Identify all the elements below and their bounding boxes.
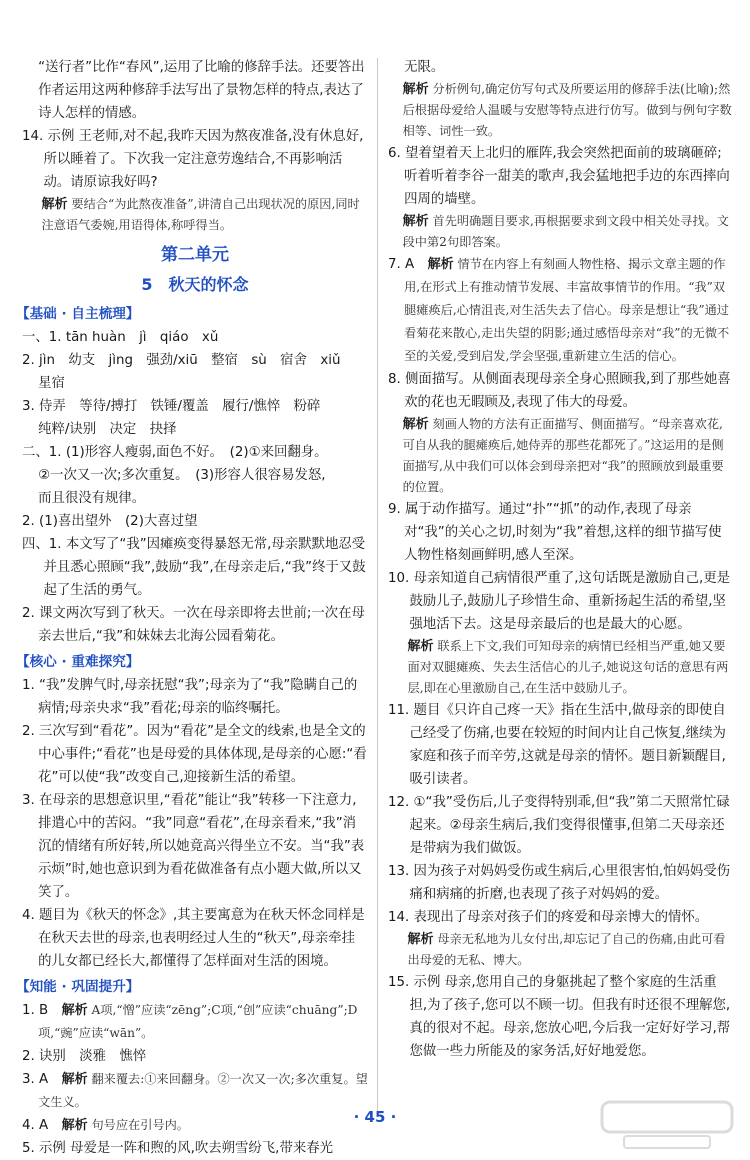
answer-d1: 1. B 解析 A项,“憎”应读“zēng”;C项,“创”应读“chuāng”;D项,“豌”应读“wān”。 (22, 1003, 358, 1040)
answer-11: 11. 题目《只许自己疼一天》指在生活中,做母亲的即使自己经受了伤痛,也要在较短的时间内让自己恢复,继续为家庭和孩子而辛劳,这就是母亲的情怀。题目新颖醒目,吸引读者。 (388, 703, 726, 787)
lesson-title: 5 秋天的怀念 (141, 275, 249, 294)
answer-13: 13. 因为孩子对妈妈受伤或生病后,心里很害怕,怕妈妈受伤痛和病痛的折磨,也表现了孩子对妈妈的爱。 (388, 864, 731, 902)
answer-c3: 3. 在母亲的思想意识里,“看花”能让“我”转移一下注意力,排遣心中的苦闷。“我”同意“看花”,在母亲看来,“我”消沉的情绪有所好转,所以她竟高兴得坐立不安。当“我”表示烦”时,她也意识到为看花做准备有点小题大做,所以又笑了。 (22, 793, 365, 900)
answer-5-cont: 无限。 (404, 60, 445, 75)
answer-8: 8. 侧面描写。从侧面表现母亲全身心照顾我,到了那些她喜欢的花也无暇顾及,表现了伟大的母爱。 (388, 372, 731, 410)
answer-continuation: “送行者”比作“春风”,运用了比喻的修辞手法。还要答出作者运用这两种修辞手法写出了景物怎样的特点,表达了诗人怎样的情感。 (38, 60, 365, 121)
answer-c2: 2. 三次写到“看花”。因为“看花”是全文的线索,也是全文的中心事件;“看花”也是母爱的具体体现,是母亲的心愿:“看花”可以使“我”改变自己,迎接新生活的希望。 (22, 724, 367, 785)
unit-title: 第二单元 (161, 245, 229, 265)
analysis-8: 解析 刻画人物的方法有正面描写、侧面描写。“母亲喜欢花,可自从我的腿瘫痪后,她侍弄的那些花都死了。”这运用的是侧面描写,从中我们可以体会到母亲把对“我”的照顾放到最重要的位置。 (402, 417, 724, 494)
answer-7: 7. A 解析 情节在内容上有刻画人物性格、揭示文章主题的作用,在形式上有推动情节发展、丰富故事情节的作用。“我”双腿瘫痪后,心情沮丧,对生活失去了信心。母亲是想让“我”通过看菊花来散心,走出失望的阴影;通过感悟母亲对“我”的无微不至的关爱,受到启发,学会坚强,重新建立生活的信心。 (388, 257, 730, 363)
analysis-14: 解析 要结合“为此熬夜准备”,讲清自己出现状况的原因,同时注意语气委婉,用语得体,称呼得当。 (41, 197, 360, 232)
answer-14: 14. 示例 王老师,对不起,我昨天因为熬夜准备,没有休息好,所以睡着了。下次我一定注意劳逸结合,不再影响活动。请原谅我好吗? (22, 129, 364, 190)
left-column (16, 56, 368, 1160)
right-column (388, 56, 733, 1063)
section-heading-consolidate: 【知能 · 巩固提升】 (16, 979, 140, 995)
analysis-5: 解析 分析例句,确定仿写句式及所要运用的修辞手法(比喻);然后根据母爱给人温暖与安慰等特点进行仿写。做到与例句字数相等、词性一致。 (402, 82, 732, 138)
answer-d3: 3. A 解析 翻来覆去:①来回翻身。②一次又一次;多次重复。望文生义。 (22, 1072, 368, 1109)
answer-14-r: 14. 表现出了母亲对孩子们的疼爱和母亲博大的情怀。 (388, 910, 709, 925)
answer-b1: 一、1. tān huàn jì qiáo xǔ (22, 330, 219, 345)
answer-b3-cont: 纯粹/诀别 决定 抉择 (38, 422, 177, 437)
column-divider (377, 58, 378, 1113)
section-heading-core: 【核心 · 重难探究】 (16, 654, 140, 670)
answer-15: 15. 示例 母亲,您用自己的身躯挑起了整个家庭的生活重担,为了孩子,您可以不顾一切。但我有时还很不理解您,真的很对不起。母亲,您放心吧,今后我一定好好学习,帮您做一些力所能及的家务活,好好地爱您。 (388, 975, 731, 1059)
answer-9: 9. 属于动作描写。通过“扑”“抓”的动作,表现了母亲对“我”的关心之切,时刻为“我”着想,这样的细节描写使人物性格刻画鲜明,感人至深。 (388, 502, 722, 563)
answer-b4-cont2: 而且很没有规律。 (38, 491, 146, 506)
page-number: · 45 · (353, 1108, 397, 1126)
answer-12: 12. ①“我”受伤后,儿子变得特别乖,但“我”第二天照常忙碌起来。②母亲生病后,我们变得很懂事,但第二天母亲还是带病为我们做饭。 (388, 795, 730, 856)
answer-b6: 四、1. 本文写了“我”因瘫痪变得暴怒无常,母亲默默地忍受并且悉心照顾“我”,鼓励“我”,在母亲走后,“我”终于又鼓起了生活的勇气。 (22, 537, 366, 598)
answer-b4-cont: ②一次又一次;多次重复。 (3)形容人很容易发怒, (38, 468, 326, 483)
answer-b4: 二、1. (1)形容人瘦弱,面色不好。 (2)①来回翻身。 (22, 445, 328, 460)
answer-b7: 2. 课文两次写到了秋天。一次在母亲即将去世前;一次在母亲去世后,“我”和妹妹去北海公园看菊花。 (22, 606, 365, 644)
answer-c4: 4. 题目为《秋天的怀念》,其主要寓意为在秋天怀念同样是在秋天去世的母亲,也表明经过人生的“秋天”,母亲牵挂的儿女都已经长大,都懂得了怎样面对生活的困境。 (22, 908, 365, 969)
answer-c1: 1. “我”发脾气时,母亲抚慰“我”;母亲为了“我”隐瞒自己的病情;母亲央求“我”看花;母亲的临终嘱托。 (22, 678, 358, 716)
answer-d5: 5. 示例 母爱是一阵和煦的风,吹去朔雪纷飞,带来春光 (22, 1141, 334, 1156)
answer-d2: 2. 诀别 淡雅 憔悴 (22, 1049, 147, 1064)
answer-b2: 2. jìn 幼支 jìng 强劲/xiū 整宿 sù 宿舍 xiǔ (22, 353, 341, 368)
analysis-10: 解析 联系上下文,我们可知母亲的病情已经相当严重,她又要面对双腿瘫痪、失去生活信心的儿子,她说这句话的意思有两层,即在心里激励自己,在生活中鼓励儿子。 (407, 639, 729, 695)
analysis-14-r: 解析 母亲无私地为儿女付出,却忘记了自己的伤痛,由此可看出母爱的无私、博大。 (407, 932, 726, 967)
analysis-6: 解析 首先明确题目要求,再根据要求到文段中相关处寻找。文段中第2句即答案。 (402, 214, 729, 249)
answer-b2-cont: 星宿 (38, 376, 65, 391)
watermark-logo-icon (598, 1096, 736, 1152)
answer-b3: 3. 侍弄 等待/搏打 铁锤/覆盖 履行/憔悴 粉碎 (22, 399, 321, 414)
answer-10: 10. 母亲知道自己病情很严重了,这句话既是激励自己,更是鼓励儿子,鼓励儿子珍惜生命、重新扬起生活的希望,坚强地活下去。这是母亲最后的也是最大的心愿。 (388, 571, 731, 632)
answer-6: 6. 望着望着天上北归的雁阵,我会突然把面前的玻璃砸碎;听着听着李谷一甜美的歌声,我会猛地把手边的东西摔向四周的墙壁。 (388, 146, 730, 207)
answer-b5: 2. (1)喜出望外 (2)大喜过望 (22, 514, 198, 529)
section-heading-basics: 【基础 · 自主梳理】 (16, 306, 140, 322)
answer-d4: 4. A 解析 句号应在引号内。 (22, 1118, 189, 1133)
